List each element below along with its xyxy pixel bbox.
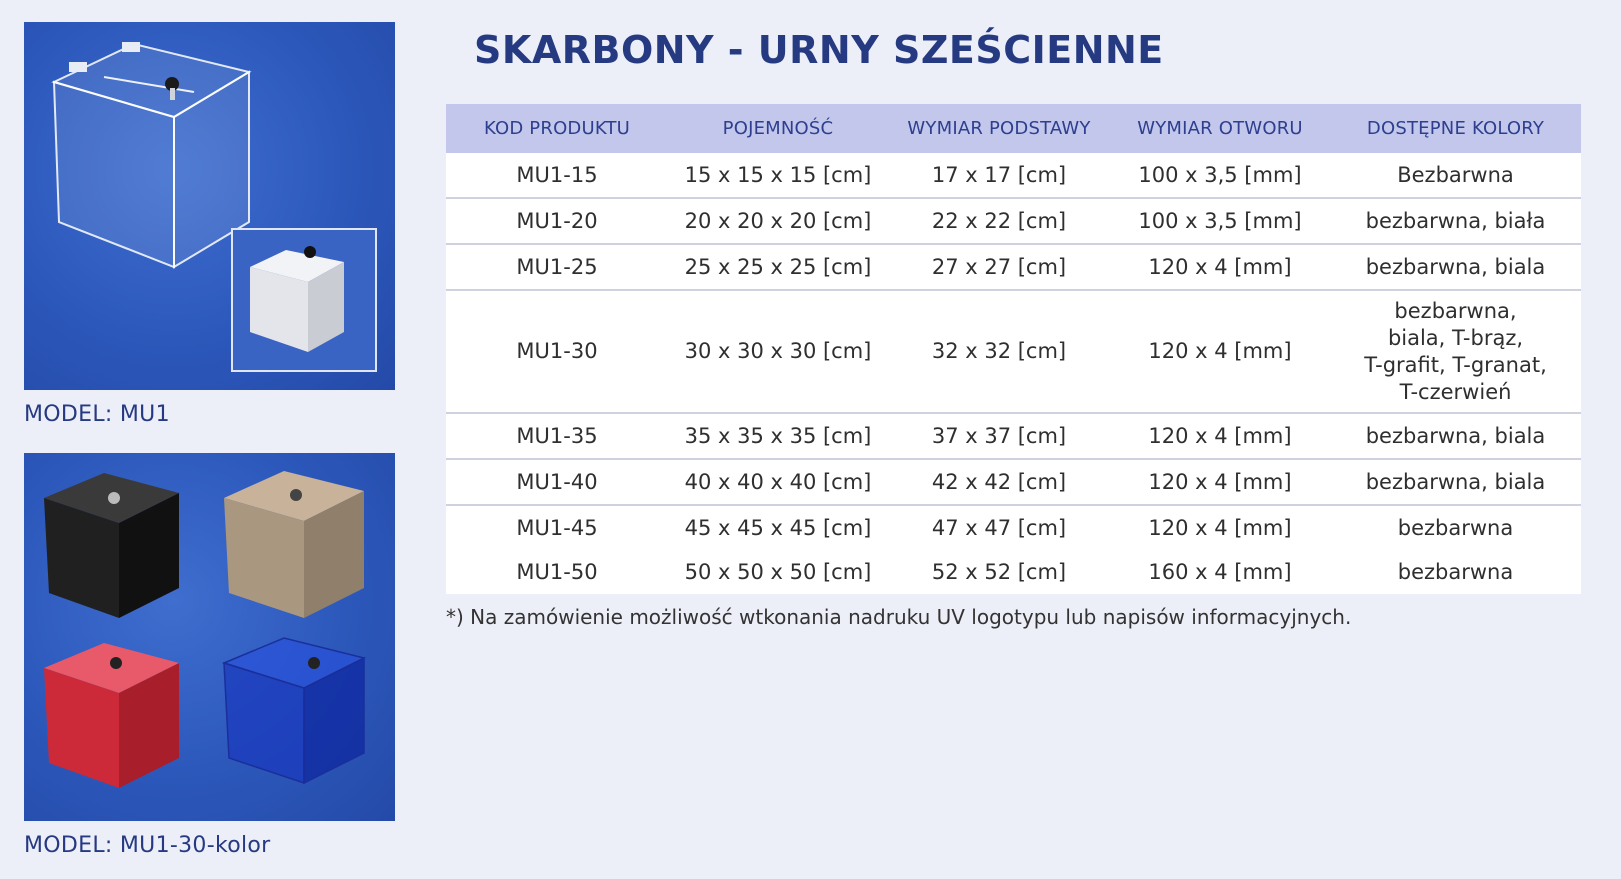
page-title: SKARBONY - URNY SZEŚCIENNE bbox=[474, 28, 1164, 72]
cell-opening: 100 x 3,5 [mm] bbox=[1110, 153, 1330, 198]
cell-opening: 160 x 4 [mm] bbox=[1110, 550, 1330, 594]
cell-colors: bezbarwna bbox=[1330, 505, 1581, 550]
table-row bbox=[446, 153, 1581, 198]
table-row bbox=[446, 550, 1581, 594]
cell-opening: 120 x 4 [mm] bbox=[1110, 413, 1330, 459]
cell-code: MU1-40 bbox=[446, 459, 668, 505]
header-code: KOD PRODUKTU bbox=[446, 104, 668, 153]
cell-opening: 120 x 4 [mm] bbox=[1110, 459, 1330, 505]
cell-base: 17 x 17 [cm] bbox=[888, 153, 1110, 198]
cell-base: 32 x 32 [cm] bbox=[888, 290, 1110, 413]
spec-table bbox=[446, 104, 1581, 594]
model-caption-mu1-30-kolor: MODEL: MU1-30-kolor bbox=[24, 833, 271, 858]
cell-base: 37 x 37 [cm] bbox=[888, 413, 1110, 459]
cell-colors: bezbarwna, biala bbox=[1330, 459, 1581, 505]
header-capacity: POJEMNOŚĆ bbox=[668, 104, 888, 153]
header-base: WYMIAR PODSTAWY bbox=[888, 104, 1110, 153]
cell-colors: bezbarwna bbox=[1330, 550, 1581, 594]
cell-code: MU1-20 bbox=[446, 198, 668, 244]
header-opening: WYMIAR OTWORU bbox=[1110, 104, 1330, 153]
cell-base: 42 x 42 [cm] bbox=[888, 459, 1110, 505]
table-row bbox=[446, 198, 1581, 244]
header-colors: DOSTĘPNE KOLORY bbox=[1330, 104, 1581, 153]
model-caption-mu1: MODEL: MU1 bbox=[24, 402, 170, 427]
cell-base: 27 x 27 [cm] bbox=[888, 244, 1110, 290]
table-row bbox=[446, 459, 1581, 505]
cell-base: 47 x 47 [cm] bbox=[888, 505, 1110, 550]
color-line: T-grafit, T-granat, bbox=[1364, 352, 1547, 377]
cell-opening: 120 x 4 [mm] bbox=[1110, 505, 1330, 550]
photo-model-mu1-30-kolor bbox=[24, 453, 395, 821]
cell-colors: bezbarwna, biala bbox=[1330, 413, 1581, 459]
photo-model-mu1 bbox=[24, 22, 395, 390]
color-line: biala, T-brąz, bbox=[1387, 325, 1524, 350]
cell-capacity: 45 x 45 x 45 [cm] bbox=[668, 505, 888, 550]
cell-code: MU1-45 bbox=[446, 505, 668, 550]
cell-colors: bezbarwna, biala bbox=[1330, 244, 1581, 290]
color-line: T-czerwień bbox=[1399, 379, 1512, 404]
table-row bbox=[446, 244, 1581, 290]
table-row bbox=[446, 413, 1581, 459]
cell-capacity: 20 x 20 x 20 [cm] bbox=[668, 198, 888, 244]
cell-capacity: 25 x 25 x 25 [cm] bbox=[668, 244, 888, 290]
cell-colors bbox=[1330, 290, 1581, 413]
cell-opening: 120 x 4 [mm] bbox=[1110, 244, 1330, 290]
cell-code: MU1-30 bbox=[446, 290, 668, 413]
cell-capacity: 15 x 15 x 15 [cm] bbox=[668, 153, 888, 198]
table-row bbox=[446, 290, 1581, 413]
cell-code: MU1-50 bbox=[446, 550, 668, 594]
cell-code: MU1-35 bbox=[446, 413, 668, 459]
cell-base: 52 x 52 [cm] bbox=[888, 550, 1110, 594]
cell-capacity: 35 x 35 x 35 [cm] bbox=[668, 413, 888, 459]
color-line: bezbarwna, bbox=[1394, 298, 1517, 323]
cell-capacity: 40 x 40 x 40 [cm] bbox=[668, 459, 888, 505]
cell-capacity: 30 x 30 x 30 [cm] bbox=[668, 290, 888, 413]
spec-section bbox=[446, 22, 1595, 629]
cell-code: MU1-25 bbox=[446, 244, 668, 290]
footnote: *) Na zamówienie możliwość wtkonania nadruku UV logotypu lub napisów informacyjnych. bbox=[446, 605, 1352, 629]
cell-code: MU1-15 bbox=[446, 153, 668, 198]
cell-opening: 100 x 3,5 [mm] bbox=[1110, 198, 1330, 244]
cell-capacity: 50 x 50 x 50 [cm] bbox=[668, 550, 888, 594]
product-photos bbox=[24, 22, 396, 858]
cell-colors: Bezbarwna bbox=[1330, 153, 1581, 198]
table-header-row bbox=[446, 104, 1581, 153]
cell-base: 22 x 22 [cm] bbox=[888, 198, 1110, 244]
table-row bbox=[446, 505, 1581, 550]
cell-colors: bezbarwna, biała bbox=[1330, 198, 1581, 244]
cell-opening: 120 x 4 [mm] bbox=[1110, 290, 1330, 413]
